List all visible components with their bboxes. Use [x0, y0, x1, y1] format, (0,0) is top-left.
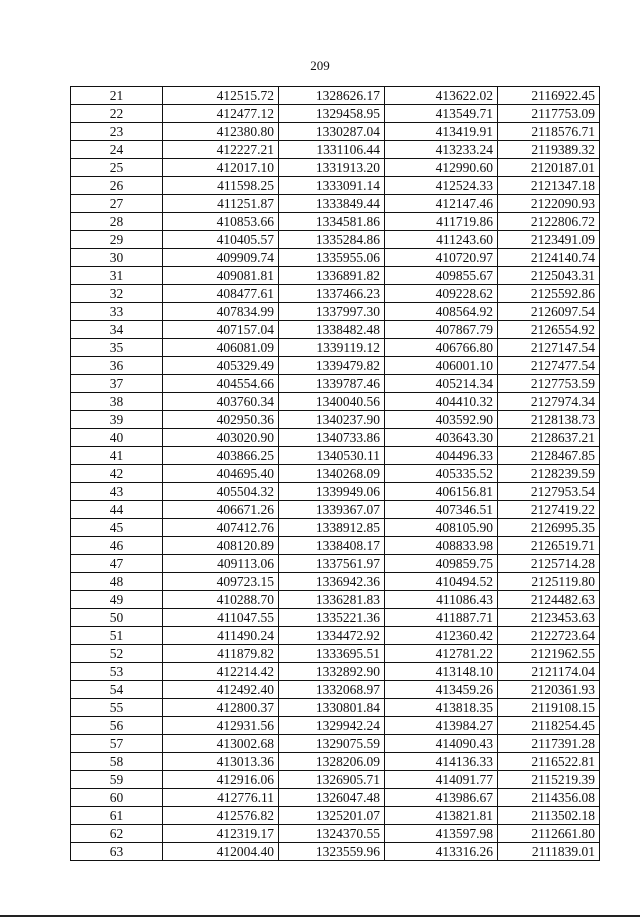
table-row [71, 159, 600, 177]
y2-cell: 2127147.54 [498, 339, 600, 357]
x1-cell: 410853.66 [163, 213, 279, 231]
y1-cell: 1328626.17 [279, 87, 385, 105]
x2-cell: 414090.43 [385, 735, 498, 753]
x2-cell: 413148.10 [385, 663, 498, 681]
x1-cell: 411879.82 [163, 645, 279, 663]
point-number-cell: 28 [71, 213, 163, 231]
point-number-cell: 41 [71, 447, 163, 465]
x1-cell: 406081.09 [163, 339, 279, 357]
point-number-cell: 56 [71, 717, 163, 735]
y2-cell: 2118576.71 [498, 123, 600, 141]
x1-cell: 412776.11 [163, 789, 279, 807]
point-number-cell: 31 [71, 267, 163, 285]
x1-cell: 407412.76 [163, 519, 279, 537]
point-number-cell: 52 [71, 645, 163, 663]
y1-cell: 1337997.30 [279, 303, 385, 321]
x1-cell: 412227.21 [163, 141, 279, 159]
scan-edge-line [0, 915, 640, 917]
y2-cell: 2126995.35 [498, 519, 600, 537]
table-row [71, 177, 600, 195]
y2-cell: 2123491.09 [498, 231, 600, 249]
x1-cell: 412515.72 [163, 87, 279, 105]
y2-cell: 2127419.22 [498, 501, 600, 519]
point-number-cell: 35 [71, 339, 163, 357]
x1-cell: 408120.89 [163, 537, 279, 555]
y2-cell: 2120361.93 [498, 681, 600, 699]
y2-cell: 2128138.73 [498, 411, 600, 429]
x2-cell: 413821.81 [385, 807, 498, 825]
y1-cell: 1337561.97 [279, 555, 385, 573]
y2-cell: 2116522.81 [498, 753, 600, 771]
x1-cell: 412004.40 [163, 843, 279, 861]
table-row [71, 123, 600, 141]
y1-cell: 1334472.92 [279, 627, 385, 645]
x1-cell: 412214.42 [163, 663, 279, 681]
point-number-cell: 21 [71, 87, 163, 105]
point-number-cell: 48 [71, 573, 163, 591]
x2-cell: 405335.52 [385, 465, 498, 483]
x2-cell: 409855.67 [385, 267, 498, 285]
y1-cell: 1329075.59 [279, 735, 385, 753]
x1-cell: 412576.82 [163, 807, 279, 825]
table-row [71, 537, 600, 555]
x2-cell: 413549.71 [385, 105, 498, 123]
table-row [71, 717, 600, 735]
x1-cell: 411598.25 [163, 177, 279, 195]
point-number-cell: 43 [71, 483, 163, 501]
x1-cell: 403760.34 [163, 393, 279, 411]
y1-cell: 1333695.51 [279, 645, 385, 663]
x2-cell: 412524.33 [385, 177, 498, 195]
table-row [71, 429, 600, 447]
table-row [71, 249, 600, 267]
x2-cell: 404496.33 [385, 447, 498, 465]
y1-cell: 1338482.48 [279, 321, 385, 339]
y1-cell: 1332892.90 [279, 663, 385, 681]
table-row [71, 195, 600, 213]
y1-cell: 1339479.82 [279, 357, 385, 375]
y1-cell: 1329458.95 [279, 105, 385, 123]
point-number-cell: 22 [71, 105, 163, 123]
x2-cell: 411086.43 [385, 591, 498, 609]
y2-cell: 2126097.54 [498, 303, 600, 321]
x2-cell: 413233.24 [385, 141, 498, 159]
x2-cell: 410494.52 [385, 573, 498, 591]
table-row [71, 357, 600, 375]
y1-cell: 1335955.06 [279, 249, 385, 267]
y1-cell: 1340733.86 [279, 429, 385, 447]
x2-cell: 407346.51 [385, 501, 498, 519]
x2-cell: 412781.22 [385, 645, 498, 663]
y1-cell: 1331913.20 [279, 159, 385, 177]
y2-cell: 2118254.45 [498, 717, 600, 735]
y2-cell: 2119389.32 [498, 141, 600, 159]
y2-cell: 2117753.09 [498, 105, 600, 123]
point-number-cell: 44 [71, 501, 163, 519]
point-number-cell: 36 [71, 357, 163, 375]
y2-cell: 2115219.39 [498, 771, 600, 789]
x1-cell: 409723.15 [163, 573, 279, 591]
x1-cell: 412931.56 [163, 717, 279, 735]
point-number-cell: 27 [71, 195, 163, 213]
table-row [71, 627, 600, 645]
x2-cell: 406156.81 [385, 483, 498, 501]
table-row [71, 339, 600, 357]
table-row [71, 213, 600, 231]
x2-cell: 413622.02 [385, 87, 498, 105]
x2-cell: 412990.60 [385, 159, 498, 177]
table-row [71, 87, 600, 105]
y2-cell: 2116922.45 [498, 87, 600, 105]
x1-cell: 413013.36 [163, 753, 279, 771]
x2-cell: 405214.34 [385, 375, 498, 393]
x1-cell: 412380.80 [163, 123, 279, 141]
y1-cell: 1339367.07 [279, 501, 385, 519]
x2-cell: 413419.91 [385, 123, 498, 141]
point-number-cell: 61 [71, 807, 163, 825]
table-row [71, 825, 600, 843]
x2-cell: 407867.79 [385, 321, 498, 339]
table-row [71, 771, 600, 789]
y1-cell: 1339787.46 [279, 375, 385, 393]
table-row [71, 501, 600, 519]
y1-cell: 1336891.82 [279, 267, 385, 285]
table-row [71, 645, 600, 663]
y2-cell: 2124140.74 [498, 249, 600, 267]
y2-cell: 2117391.28 [498, 735, 600, 753]
coordinate-table-body [71, 87, 600, 861]
y1-cell: 1336942.36 [279, 573, 385, 591]
point-number-cell: 23 [71, 123, 163, 141]
y2-cell: 2122723.64 [498, 627, 600, 645]
y2-cell: 2111839.01 [498, 843, 600, 861]
x2-cell: 404410.32 [385, 393, 498, 411]
table-row [71, 411, 600, 429]
y2-cell: 2125714.28 [498, 555, 600, 573]
y1-cell: 1339119.12 [279, 339, 385, 357]
y1-cell: 1340268.09 [279, 465, 385, 483]
point-number-cell: 47 [71, 555, 163, 573]
x2-cell: 406001.10 [385, 357, 498, 375]
y1-cell: 1337466.23 [279, 285, 385, 303]
table-row [71, 735, 600, 753]
x1-cell: 408477.61 [163, 285, 279, 303]
x1-cell: 402950.36 [163, 411, 279, 429]
point-number-cell: 38 [71, 393, 163, 411]
x1-cell: 409081.81 [163, 267, 279, 285]
table-row [71, 699, 600, 717]
y2-cell: 2120187.01 [498, 159, 600, 177]
point-number-cell: 40 [71, 429, 163, 447]
table-row [71, 591, 600, 609]
x1-cell: 412477.12 [163, 105, 279, 123]
point-number-cell: 24 [71, 141, 163, 159]
x2-cell: 413818.35 [385, 699, 498, 717]
table-row [71, 681, 600, 699]
y2-cell: 2127477.54 [498, 357, 600, 375]
y1-cell: 1325201.07 [279, 807, 385, 825]
y2-cell: 2121347.18 [498, 177, 600, 195]
y2-cell: 2124482.63 [498, 591, 600, 609]
y1-cell: 1340237.90 [279, 411, 385, 429]
x1-cell: 409909.74 [163, 249, 279, 267]
y2-cell: 2125592.86 [498, 285, 600, 303]
x1-cell: 406671.26 [163, 501, 279, 519]
page-number: 209 [310, 58, 330, 73]
y1-cell: 1340530.11 [279, 447, 385, 465]
table-row [71, 447, 600, 465]
x2-cell: 414091.77 [385, 771, 498, 789]
point-number-cell: 26 [71, 177, 163, 195]
y1-cell: 1326047.48 [279, 789, 385, 807]
table-row [71, 141, 600, 159]
table-row [71, 375, 600, 393]
y1-cell: 1330287.04 [279, 123, 385, 141]
table-row [71, 789, 600, 807]
point-number-cell: 37 [71, 375, 163, 393]
x1-cell: 411047.55 [163, 609, 279, 627]
point-number-cell: 42 [71, 465, 163, 483]
y2-cell: 2127953.54 [498, 483, 600, 501]
y1-cell: 1334581.86 [279, 213, 385, 231]
point-number-cell: 63 [71, 843, 163, 861]
point-number-cell: 39 [71, 411, 163, 429]
x2-cell: 411887.71 [385, 609, 498, 627]
y1-cell: 1339949.06 [279, 483, 385, 501]
x2-cell: 412147.46 [385, 195, 498, 213]
y1-cell: 1326905.71 [279, 771, 385, 789]
y2-cell: 2127753.59 [498, 375, 600, 393]
point-number-cell: 32 [71, 285, 163, 303]
x1-cell: 407834.99 [163, 303, 279, 321]
table-row [71, 663, 600, 681]
y2-cell: 2119108.15 [498, 699, 600, 717]
y1-cell: 1338912.85 [279, 519, 385, 537]
table-row [71, 555, 600, 573]
point-number-cell: 46 [71, 537, 163, 555]
y1-cell: 1333849.44 [279, 195, 385, 213]
table-row [71, 483, 600, 501]
y1-cell: 1335284.86 [279, 231, 385, 249]
y2-cell: 2128467.85 [498, 447, 600, 465]
y1-cell: 1329942.24 [279, 717, 385, 735]
x2-cell: 413316.26 [385, 843, 498, 861]
point-number-cell: 25 [71, 159, 163, 177]
point-number-cell: 29 [71, 231, 163, 249]
y2-cell: 2125119.80 [498, 573, 600, 591]
x2-cell: 410720.97 [385, 249, 498, 267]
x1-cell: 411251.87 [163, 195, 279, 213]
x2-cell: 413459.26 [385, 681, 498, 699]
x1-cell: 413002.68 [163, 735, 279, 753]
table-row [71, 285, 600, 303]
x1-cell: 405504.32 [163, 483, 279, 501]
x1-cell: 412319.17 [163, 825, 279, 843]
x2-cell: 403643.30 [385, 429, 498, 447]
y1-cell: 1323559.96 [279, 843, 385, 861]
x1-cell: 412916.06 [163, 771, 279, 789]
point-number-cell: 54 [71, 681, 163, 699]
point-number-cell: 49 [71, 591, 163, 609]
y1-cell: 1336281.83 [279, 591, 385, 609]
table-row [71, 105, 600, 123]
point-number-cell: 57 [71, 735, 163, 753]
y2-cell: 2121962.55 [498, 645, 600, 663]
y2-cell: 2127974.34 [498, 393, 600, 411]
x2-cell: 413597.98 [385, 825, 498, 843]
x2-cell: 408833.98 [385, 537, 498, 555]
x2-cell: 413986.67 [385, 789, 498, 807]
coordinate-table [70, 86, 600, 861]
table-row [71, 465, 600, 483]
point-number-cell: 33 [71, 303, 163, 321]
point-number-cell: 60 [71, 789, 163, 807]
y2-cell: 2112661.80 [498, 825, 600, 843]
y1-cell: 1340040.56 [279, 393, 385, 411]
point-number-cell: 59 [71, 771, 163, 789]
x1-cell: 412017.10 [163, 159, 279, 177]
y2-cell: 2113502.18 [498, 807, 600, 825]
y2-cell: 2125043.31 [498, 267, 600, 285]
y2-cell: 2126554.92 [498, 321, 600, 339]
point-number-cell: 45 [71, 519, 163, 537]
x1-cell: 412800.37 [163, 699, 279, 717]
y1-cell: 1330801.84 [279, 699, 385, 717]
y2-cell: 2126519.71 [498, 537, 600, 555]
y2-cell: 2128637.21 [498, 429, 600, 447]
x1-cell: 403020.90 [163, 429, 279, 447]
table-row [71, 267, 600, 285]
table-row [71, 843, 600, 861]
x2-cell: 403592.90 [385, 411, 498, 429]
x2-cell: 413984.27 [385, 717, 498, 735]
x1-cell: 404554.66 [163, 375, 279, 393]
point-number-cell: 62 [71, 825, 163, 843]
y2-cell: 2114356.08 [498, 789, 600, 807]
x2-cell: 409859.75 [385, 555, 498, 573]
y1-cell: 1331106.44 [279, 141, 385, 159]
y1-cell: 1338408.17 [279, 537, 385, 555]
y1-cell: 1335221.36 [279, 609, 385, 627]
point-number-cell: 53 [71, 663, 163, 681]
y1-cell: 1324370.55 [279, 825, 385, 843]
point-number-cell: 51 [71, 627, 163, 645]
x1-cell: 410405.57 [163, 231, 279, 249]
point-number-cell: 50 [71, 609, 163, 627]
x1-cell: 403866.25 [163, 447, 279, 465]
x1-cell: 412492.40 [163, 681, 279, 699]
x2-cell: 406766.80 [385, 339, 498, 357]
x2-cell: 408105.90 [385, 519, 498, 537]
x2-cell: 411243.60 [385, 231, 498, 249]
point-number-cell: 58 [71, 753, 163, 771]
x2-cell: 408564.92 [385, 303, 498, 321]
point-number-cell: 55 [71, 699, 163, 717]
x1-cell: 409113.06 [163, 555, 279, 573]
x1-cell: 407157.04 [163, 321, 279, 339]
table-row [71, 573, 600, 591]
y2-cell: 2123453.63 [498, 609, 600, 627]
table-row [71, 321, 600, 339]
point-number-cell: 30 [71, 249, 163, 267]
x2-cell: 414136.33 [385, 753, 498, 771]
table-row [71, 519, 600, 537]
table-row [71, 609, 600, 627]
x1-cell: 410288.70 [163, 591, 279, 609]
x1-cell: 405329.49 [163, 357, 279, 375]
table-row [71, 807, 600, 825]
x2-cell: 411719.86 [385, 213, 498, 231]
point-number-cell: 34 [71, 321, 163, 339]
y2-cell: 2122090.93 [498, 195, 600, 213]
y1-cell: 1332068.97 [279, 681, 385, 699]
y2-cell: 2121174.04 [498, 663, 600, 681]
table-row [71, 303, 600, 321]
y2-cell: 2122806.72 [498, 213, 600, 231]
y1-cell: 1333091.14 [279, 177, 385, 195]
y1-cell: 1328206.09 [279, 753, 385, 771]
table-row [71, 393, 600, 411]
x2-cell: 409228.62 [385, 285, 498, 303]
table-row [71, 753, 600, 771]
table-row [71, 231, 600, 249]
y2-cell: 2128239.59 [498, 465, 600, 483]
x1-cell: 411490.24 [163, 627, 279, 645]
x1-cell: 404695.40 [163, 465, 279, 483]
x2-cell: 412360.42 [385, 627, 498, 645]
